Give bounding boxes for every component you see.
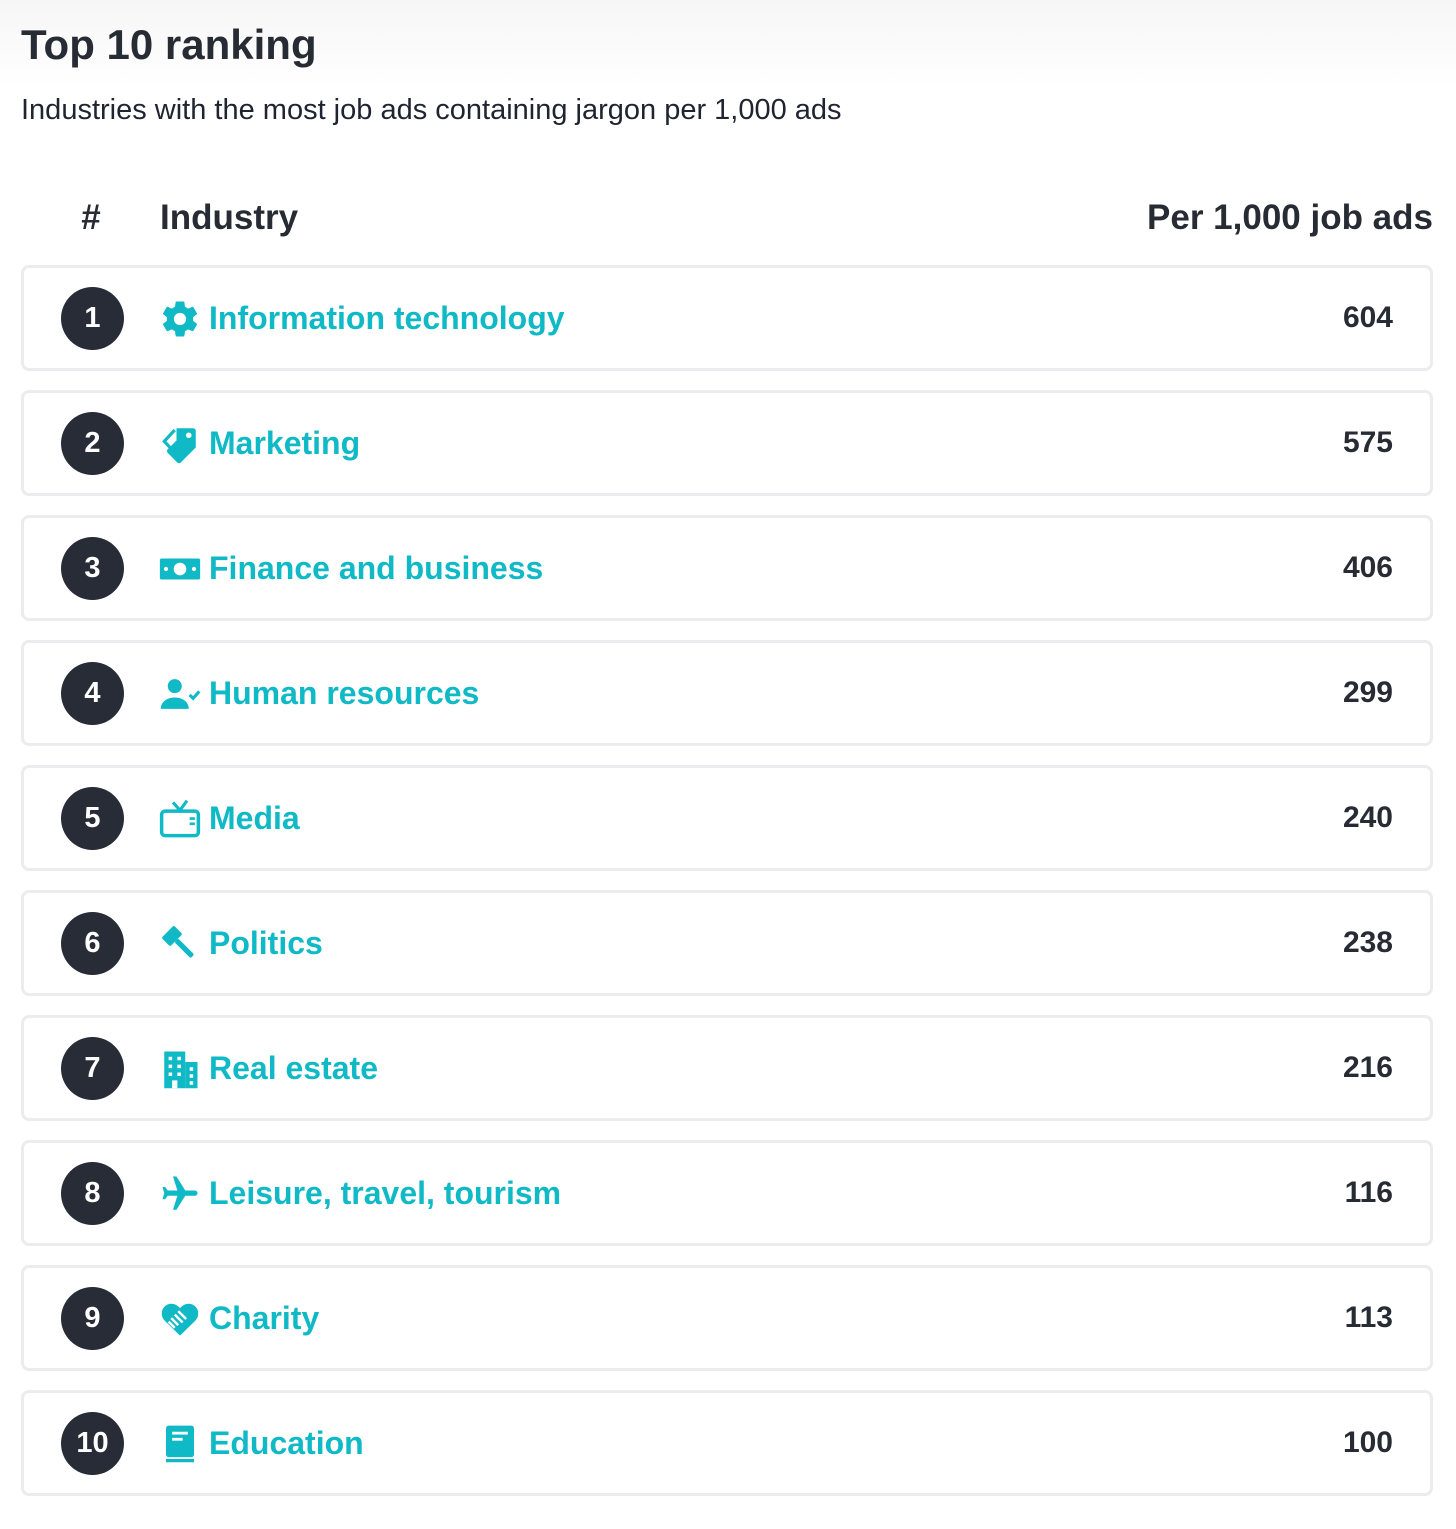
user-check-icon bbox=[159, 673, 201, 715]
ranking-row bbox=[21, 265, 1433, 371]
value-column-header: Per 1,000 job ads bbox=[1147, 198, 1433, 237]
rank-badge: 10 bbox=[61, 1412, 124, 1475]
rank-badge: 3 bbox=[61, 537, 124, 600]
rank-badge: 5 bbox=[61, 787, 124, 850]
table-header bbox=[21, 192, 1433, 244]
industry-column-header: Industry bbox=[160, 198, 299, 237]
row-value: 406 bbox=[1342, 551, 1393, 584]
page-subtitle: Industries with the most job ads containing jargon per 1,000 ads bbox=[21, 94, 842, 126]
page-title: Top 10 ranking bbox=[21, 21, 317, 68]
row-value: 604 bbox=[1342, 301, 1393, 334]
ranking-row bbox=[21, 1140, 1433, 1246]
tags-icon bbox=[159, 423, 201, 465]
industry-link[interactable]: Real estate bbox=[209, 1050, 378, 1086]
rank-badge: 4 bbox=[61, 662, 124, 725]
ranking-row bbox=[21, 640, 1433, 746]
ranking-row bbox=[21, 1390, 1433, 1496]
rank-badge: 8 bbox=[61, 1162, 124, 1225]
rank-badge: 6 bbox=[61, 912, 124, 975]
industry-link[interactable]: Politics bbox=[209, 925, 323, 961]
handshake-heart-icon bbox=[159, 1298, 201, 1340]
row-value: 240 bbox=[1342, 801, 1393, 834]
building-icon bbox=[159, 1048, 201, 1090]
rank-badge: 2 bbox=[61, 412, 124, 475]
industry-link[interactable]: Human resources bbox=[209, 675, 480, 711]
row-value: 216 bbox=[1342, 1051, 1393, 1084]
row-value: 116 bbox=[1344, 1176, 1393, 1209]
industry-link[interactable]: Finance and business bbox=[209, 550, 544, 586]
rank-column-header: # bbox=[81, 198, 101, 237]
ranking-row bbox=[21, 890, 1433, 996]
industry-link[interactable]: Media bbox=[209, 800, 300, 836]
row-value: 113 bbox=[1344, 1301, 1393, 1334]
ranking-row bbox=[21, 515, 1433, 621]
plane-icon bbox=[159, 1173, 201, 1215]
ranking-row bbox=[21, 1015, 1433, 1121]
industry-link[interactable]: Marketing bbox=[209, 425, 361, 461]
industry-link[interactable]: Information technology bbox=[209, 300, 565, 336]
gear-icon bbox=[159, 298, 201, 340]
row-value: 100 bbox=[1342, 1426, 1393, 1459]
ranking-row bbox=[21, 765, 1433, 871]
industry-link[interactable]: Charity bbox=[209, 1300, 320, 1336]
money-icon bbox=[159, 548, 201, 590]
ranking-row bbox=[21, 390, 1433, 496]
industry-link[interactable]: Education bbox=[209, 1425, 364, 1461]
industry-link[interactable]: Leisure, travel, tourism bbox=[209, 1175, 562, 1211]
rank-badge: 7 bbox=[61, 1037, 124, 1100]
row-value: 238 bbox=[1342, 926, 1393, 959]
gavel-icon bbox=[159, 923, 201, 965]
rank-badge: 1 bbox=[61, 287, 124, 350]
rank-badge: 9 bbox=[61, 1287, 124, 1350]
ranking-list bbox=[21, 265, 1433, 1515]
row-value: 575 bbox=[1342, 426, 1393, 459]
book-icon bbox=[159, 1423, 201, 1465]
row-value: 299 bbox=[1342, 676, 1393, 709]
tv-icon bbox=[159, 798, 201, 840]
ranking-row bbox=[21, 1265, 1433, 1371]
